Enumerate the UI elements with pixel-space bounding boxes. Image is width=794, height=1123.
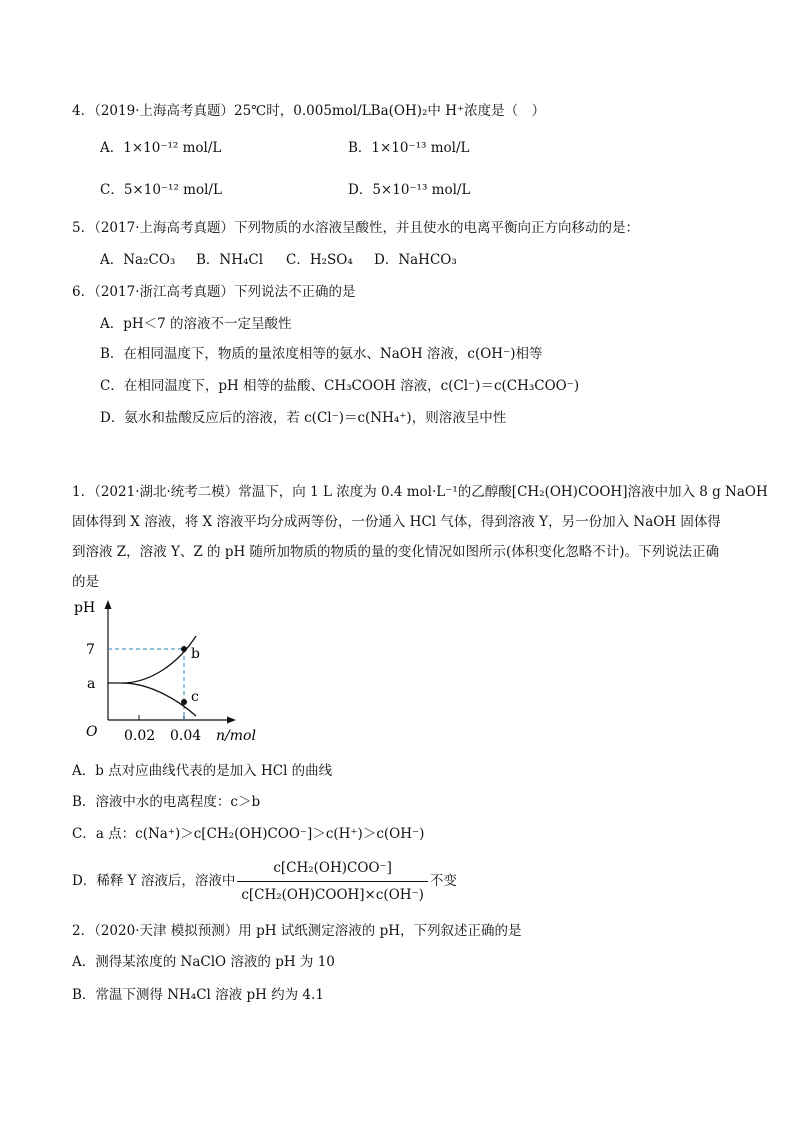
- x-axis-label: n/mol: [216, 728, 256, 744]
- y-tick-label-7: 7: [86, 642, 95, 658]
- question-6-option-a[interactable]: A．pH＜7 的溶液不一定呈酸性: [100, 316, 292, 332]
- x-axis-arrow: [227, 717, 236, 724]
- question-2-option-a[interactable]: A．测得某浓度的 NaClO 溶液的 pH 为 10: [72, 954, 335, 970]
- question-5-option-a[interactable]: A．Na₂CO₃: [100, 252, 176, 268]
- question-1-stem-line-2: 固体得到 X 溶液，将 X 溶液平均分成两等份，一份通入 HCl 气体，得到溶液 Y，另一份加入 NaOH 固体得: [72, 514, 721, 530]
- fraction-denominator: c[CH₂(OH)COOH]×c(OH⁻): [241, 887, 424, 903]
- point-b-marker: [181, 646, 187, 652]
- question-6-option-b[interactable]: B．在相同温度下，物质的量浓度相等的氨水、NaOH 溶液，c(OH⁻)相等: [100, 346, 543, 362]
- question-1-stem-line-1: 1．（2021·湖北·统考二模）常温下，向 1 L 浓度为 0.4 mol·L⁻¹的乙醇酸[CH₂(OH)COOH]溶液中加入 8 g NaOH: [72, 484, 768, 500]
- question-4-option-c[interactable]: C．5×10⁻¹² mol/L: [100, 182, 222, 198]
- x-tick-label-0.04: 0.04: [170, 728, 202, 744]
- question-5-option-d[interactable]: D．NaHCO₃: [374, 252, 457, 268]
- question-4-option-d[interactable]: D．5×10⁻¹³ mol/L: [348, 182, 471, 198]
- point-c-label: c: [191, 689, 199, 705]
- question-1-stem-line-3: 到溶液 Z，溶液 Y、Z 的 pH 随所加物质的物质的量的变化情况如图所示(体积变化忽略不计)。下列说法正确: [72, 544, 720, 560]
- question-6-option-d[interactable]: D．氨水和盐酸反应后的溶液，若 c(Cl⁻)＝c(NH₄⁺)，则溶液呈中性: [100, 410, 507, 426]
- question-2-stem: 2．（2020·天津 模拟预测）用 pH 试纸测定溶液的 pH，下列叙述正确的是: [72, 923, 522, 939]
- y-tick-label-a: a: [87, 676, 96, 692]
- question-1-option-d-suffix: 不变: [429, 873, 457, 889]
- x-tick-label-0.02: 0.02: [124, 728, 156, 744]
- question-1-option-b[interactable]: B．溶液中水的电离程度：c＞b: [72, 794, 261, 810]
- question-6-stem: 6．（2017·浙江高考真题）下列说法不正确的是: [72, 284, 356, 300]
- curve-upper: [108, 636, 196, 683]
- question-4-option-b[interactable]: B．1×10⁻¹³ mol/L: [348, 140, 470, 156]
- question-5-stem: 5．（2017·上海高考真题）下列物质的水溶液呈酸性，并且使水的电离平衡向正方向移动的是：: [72, 220, 639, 236]
- question-1-stem-line-4: 的是: [72, 574, 99, 590]
- question-4-option-a[interactable]: A．1×10⁻¹² mol/L: [100, 140, 222, 156]
- question-5-option-c[interactable]: C．H₂SO₄: [286, 252, 353, 268]
- ph-curve-graph: [70, 592, 270, 752]
- question-1-option-a[interactable]: A．b 点对应曲线代表的是加入 HCl 的曲线: [72, 763, 333, 779]
- question-1-option-d[interactable]: [72, 857, 457, 906]
- point-b-label: b: [191, 646, 200, 662]
- origin-label: O: [86, 724, 98, 740]
- y-axis-arrow: [105, 600, 112, 609]
- point-c-marker: [181, 699, 187, 705]
- question-1-option-c[interactable]: C．a 点：c(Na⁺)＞c[CH₂(OH)COO⁻]＞c(H⁺)＞c(OH⁻): [72, 826, 425, 842]
- question-1-option-d-prefix: D．稀释 Y 溶液后，溶液中: [72, 873, 236, 889]
- question-1-option-d-fraction: [237, 857, 428, 906]
- fraction-numerator: c[CH₂(OH)COO⁻]: [237, 857, 428, 882]
- y-axis-label: pH: [74, 600, 96, 616]
- question-2-option-b[interactable]: B．常温下测得 NH₄Cl 溶液 pH 约为 4.1: [72, 987, 324, 1003]
- question-5-option-b[interactable]: B．NH₄Cl: [196, 252, 264, 268]
- question-6-option-c[interactable]: C．在相同温度下，pH 相等的盐酸、CH₃COOH 溶液，c(Cl⁻)＝c(CH₃COO⁻): [100, 378, 580, 394]
- question-4-stem: 4．（2019·上海高考真题）25℃时，0.005mol/LBa(OH)₂中 H⁺浓度是（ ）: [72, 103, 546, 119]
